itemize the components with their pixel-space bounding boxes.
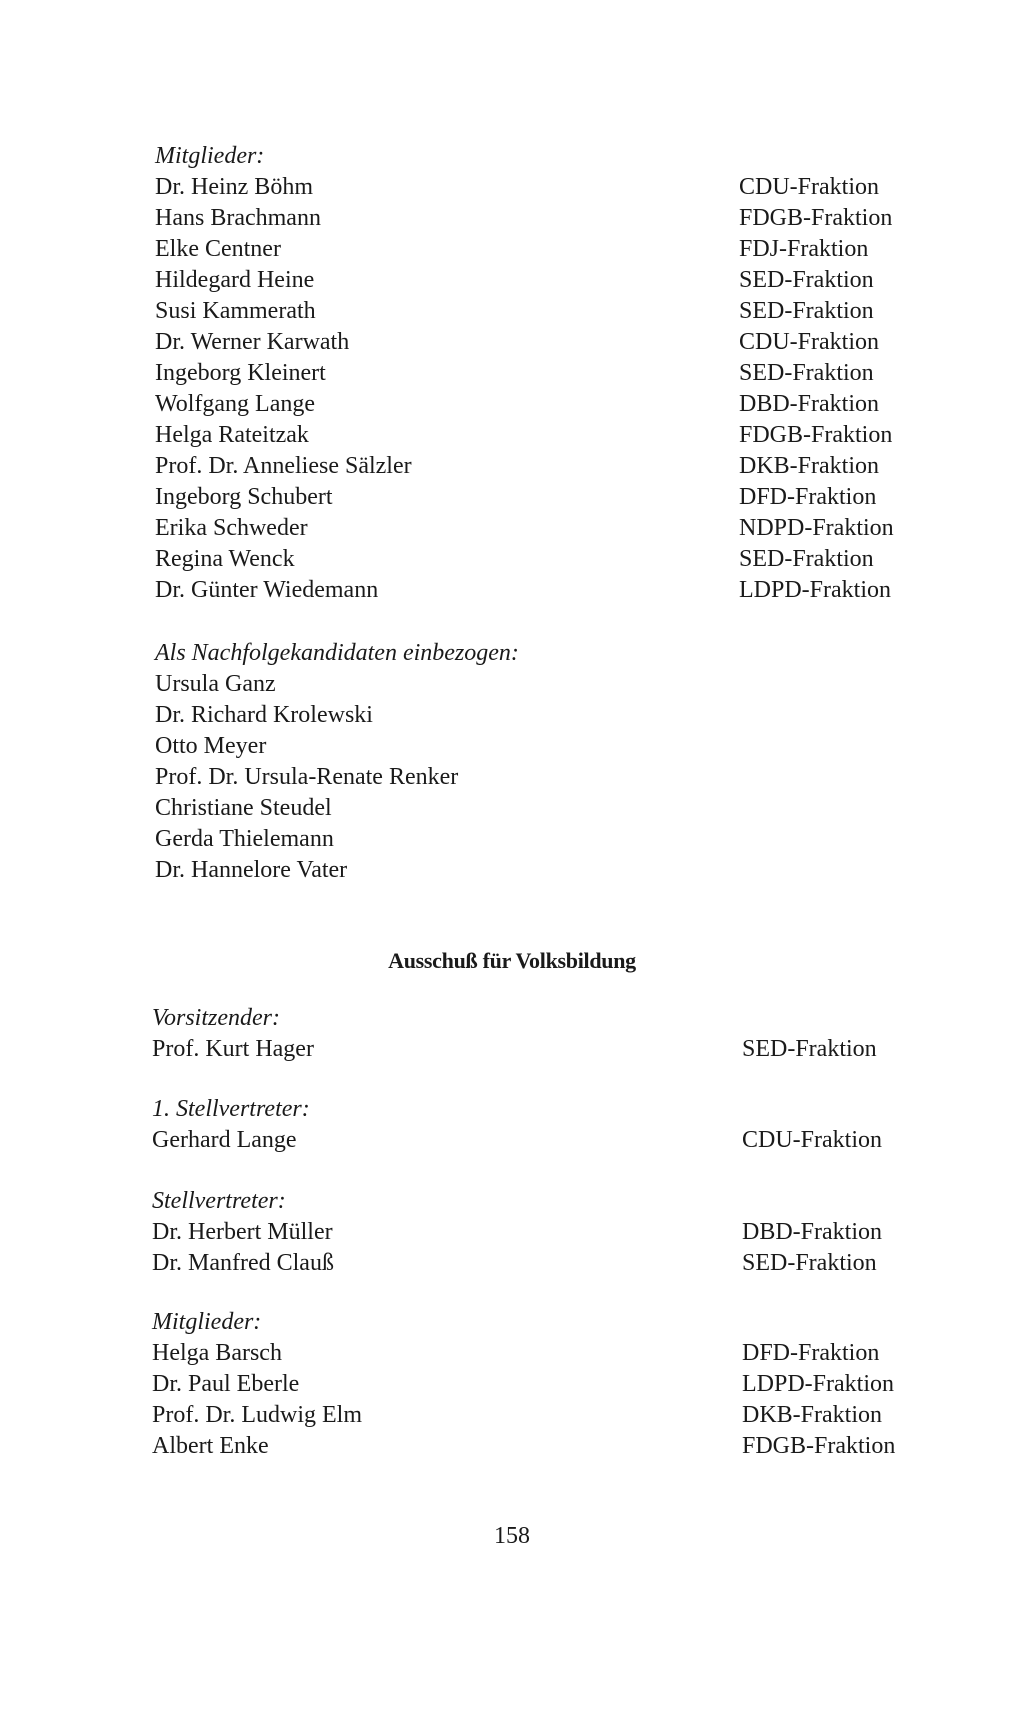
member-name: Otto Meyer [155, 733, 267, 759]
successors-label: Als Nachfolgekandidaten einbezogen: [155, 640, 519, 666]
member-name: Susi Kammerath [155, 298, 316, 324]
list-item [155, 700, 945, 731]
list-item [155, 544, 945, 575]
member-name: Hildegard Heine [155, 267, 315, 293]
list-item [155, 824, 945, 855]
member-fraction: LDPD-Fraktion [739, 577, 891, 603]
member-name: Christiane Steudel [155, 795, 332, 821]
deputies-label: Stellvertreter: [152, 1188, 286, 1214]
list-item [152, 1034, 942, 1065]
member-name: Prof. Kurt Hager [152, 1036, 314, 1062]
member-fraction: SED-Fraktion [742, 1036, 877, 1062]
chair-label: Vorsitzender: [152, 1005, 280, 1031]
member-name: Erika Schweder [155, 515, 308, 541]
member-name: Prof. Dr. Anneliese Sälzler [155, 453, 412, 479]
member-name: Prof. Dr. Ursula-Renate Renker [155, 764, 459, 790]
list-item [155, 203, 945, 234]
list-item [152, 1217, 942, 1248]
member-fraction: DFD-Fraktion [742, 1340, 880, 1366]
deputies-block [152, 1186, 942, 1279]
list-item [155, 327, 945, 358]
member-fraction: CDU-Fraktion [739, 174, 879, 200]
members-list [152, 1338, 942, 1462]
list-item [152, 1248, 942, 1279]
member-name: Gerda Thielemann [155, 826, 334, 852]
member-fraction: DKB-Fraktion [739, 453, 879, 479]
member-name: Dr. Manfred Clauß [152, 1250, 334, 1276]
list-item [155, 358, 945, 389]
member-fraction: FDJ-Fraktion [739, 236, 869, 262]
list-item [155, 482, 945, 513]
member-name: Helga Rateitzak [155, 422, 309, 448]
list-item [152, 1431, 942, 1462]
deputies-list [152, 1217, 942, 1279]
member-name: Prof. Dr. Ludwig Elm [152, 1402, 362, 1428]
list-item [152, 1338, 942, 1369]
committee-heading: Ausschuß für Volksbildung [388, 948, 636, 973]
list-item [152, 1125, 942, 1156]
list-item [155, 234, 945, 265]
member-fraction: NDPD-Fraktion [739, 515, 894, 541]
list-item [155, 389, 945, 420]
member-fraction: FDGB-Fraktion [739, 422, 893, 448]
member-fraction: SED-Fraktion [742, 1250, 877, 1276]
section1-members-block [155, 141, 945, 606]
member-name: Ingeborg Schubert [155, 484, 333, 510]
list-item [155, 172, 945, 203]
list-item [152, 1400, 942, 1431]
first-deputy-label: 1. Stellvertreter: [152, 1096, 310, 1122]
member-fraction: FDGB-Fraktion [742, 1433, 896, 1459]
member-fraction: SED-Fraktion [739, 267, 874, 293]
members-list [155, 172, 945, 606]
list-item [155, 731, 945, 762]
member-fraction: SED-Fraktion [739, 546, 874, 572]
member-fraction: DKB-Fraktion [742, 1402, 882, 1428]
list-item [155, 669, 945, 700]
list-item [155, 296, 945, 327]
chair-block [152, 1003, 942, 1065]
member-name: Dr. Günter Wiedemann [155, 577, 379, 603]
member-fraction: CDU-Fraktion [742, 1127, 882, 1153]
list-item [155, 420, 945, 451]
member-name: Dr. Richard Krolewski [155, 702, 373, 728]
member-fraction: LDPD-Fraktion [742, 1371, 894, 1397]
list-item [152, 1369, 942, 1400]
members-label: Mitglieder: [152, 1309, 262, 1335]
member-name: Hans Brachmann [155, 205, 321, 231]
member-fraction: DBD-Fraktion [739, 391, 879, 417]
successors-list [155, 669, 945, 886]
list-item [155, 265, 945, 296]
page-number: 158 [494, 1523, 530, 1549]
section2-members-block [152, 1307, 942, 1462]
member-name: Elke Centner [155, 236, 281, 262]
member-fraction: DBD-Fraktion [742, 1219, 882, 1245]
list-item [155, 513, 945, 544]
list-item [155, 575, 945, 606]
list-item [155, 762, 945, 793]
member-name: Wolfgang Lange [155, 391, 316, 417]
member-name: Dr. Hannelore Vater [155, 857, 348, 883]
member-name: Regina Wenck [155, 546, 295, 572]
member-fraction: DFD-Fraktion [739, 484, 877, 510]
member-name: Dr. Werner Karwath [155, 329, 350, 355]
member-name: Dr. Paul Eberle [152, 1371, 300, 1397]
member-fraction: SED-Fraktion [739, 360, 874, 386]
member-name: Ursula Ganz [155, 671, 276, 697]
list-item [155, 855, 945, 886]
member-fraction: SED-Fraktion [739, 298, 874, 324]
list-item [155, 451, 945, 482]
member-name: Albert Enke [152, 1433, 269, 1459]
member-fraction: CDU-Fraktion [739, 329, 879, 355]
member-fraction: FDGB-Fraktion [739, 205, 893, 231]
list-item [155, 793, 945, 824]
member-name: Gerhard Lange [152, 1127, 297, 1153]
members-label: Mitglieder: [155, 143, 265, 169]
member-name: Helga Barsch [152, 1340, 282, 1366]
successors-block [155, 638, 945, 886]
member-name: Dr. Heinz Böhm [155, 174, 313, 200]
member-name: Ingeborg Kleinert [155, 360, 326, 386]
member-name: Dr. Herbert Müller [152, 1219, 333, 1245]
first-deputy-block [152, 1094, 942, 1156]
